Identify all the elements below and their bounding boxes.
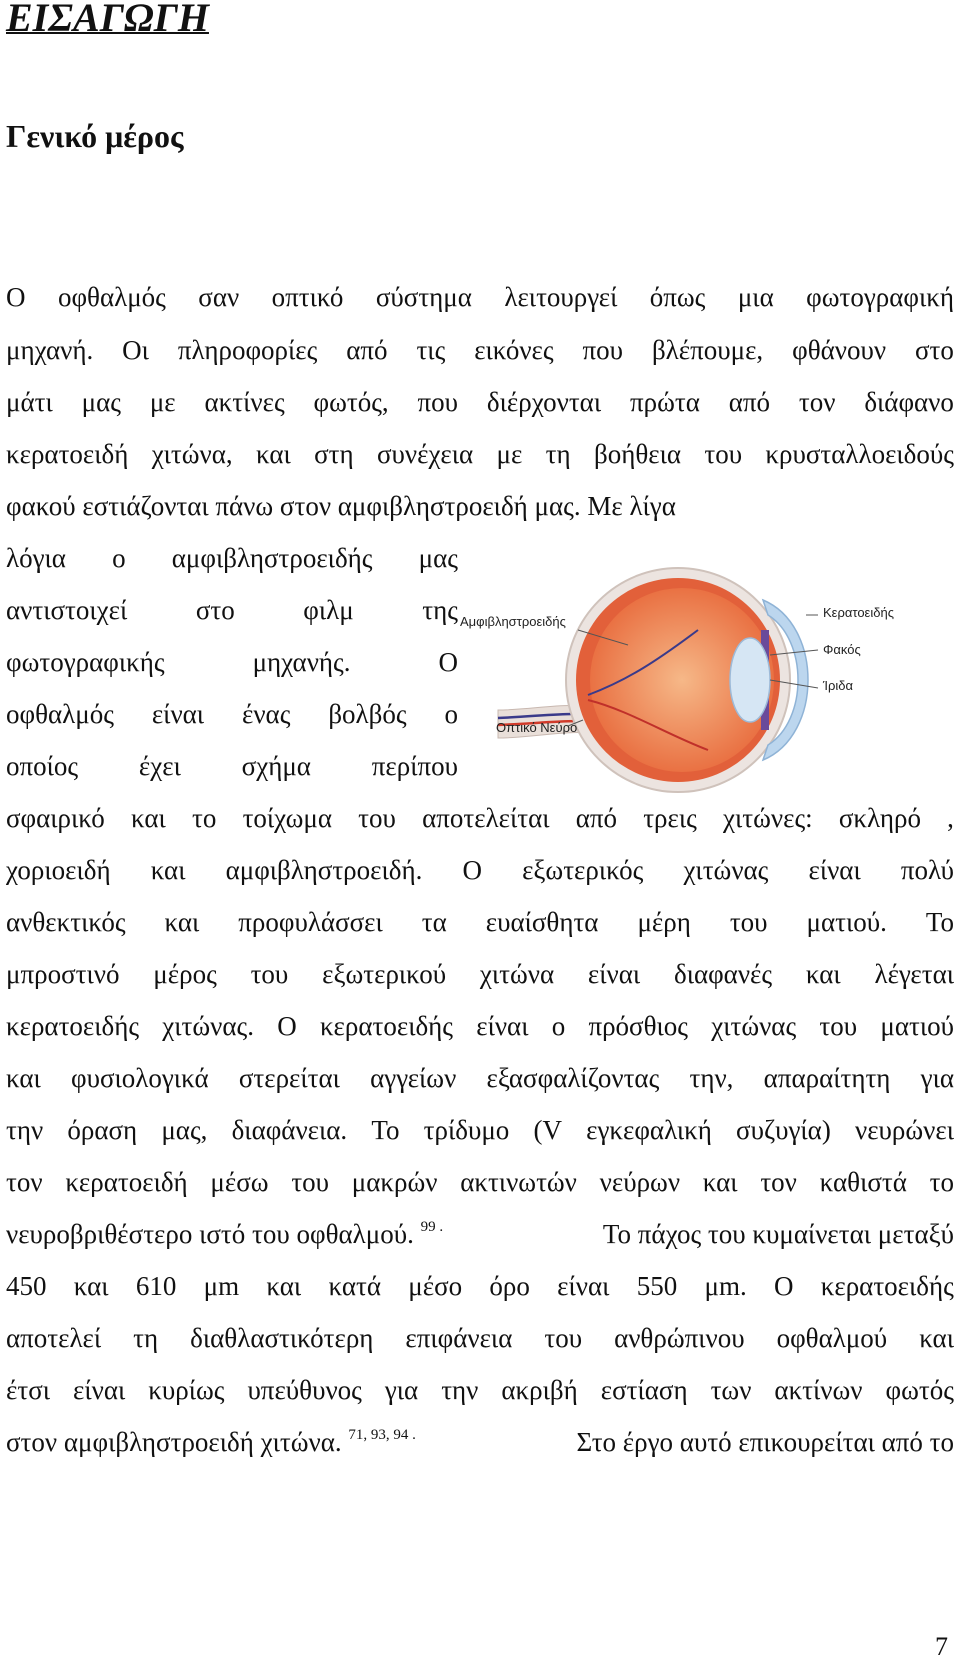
word: Ο: [277, 1011, 297, 1041]
word: τον: [6, 1167, 43, 1197]
text-line: [6, 280, 954, 314]
word: χοριοειδή: [6, 855, 111, 885]
word: σαν: [198, 282, 240, 312]
word: αγγείων: [370, 1063, 457, 1093]
word: κερατοειδής: [6, 1011, 140, 1041]
text-line: [6, 333, 954, 367]
text-line: [6, 853, 954, 887]
word: επιφάνεια: [405, 1323, 513, 1353]
word: ο: [444, 699, 458, 729]
word: 550: [636, 1271, 678, 1301]
word: 610: [135, 1271, 177, 1301]
word: μέσω: [210, 1167, 269, 1197]
text-line: [6, 385, 954, 419]
word: συνέχεια: [376, 439, 474, 469]
text-line: [6, 1269, 954, 1303]
word: Ο: [438, 647, 458, 677]
word: προφυλάσσει: [238, 907, 383, 937]
word: ακτίνες: [204, 387, 285, 417]
word: τρίδυμο: [423, 1115, 510, 1145]
word: την,: [689, 1063, 734, 1093]
word: σφαιρικό: [6, 803, 105, 833]
word: στο: [915, 335, 954, 365]
word: τρεις: [643, 803, 697, 833]
word: μας,: [161, 1115, 208, 1145]
word: την: [6, 1115, 44, 1145]
word: λειτουργεί: [504, 282, 618, 312]
word: λόγια: [6, 543, 66, 573]
text-line: [6, 1061, 954, 1095]
word: τις: [416, 335, 446, 365]
word: ένας: [242, 699, 291, 729]
word: ευαίσθητα: [485, 907, 599, 937]
word: πρόσθιος: [588, 1011, 688, 1041]
word: σχήμα: [241, 751, 311, 781]
word: χιτώνες:: [723, 803, 813, 833]
word: και: [73, 1271, 109, 1301]
word: κατά: [328, 1271, 381, 1301]
page-heading: ΕΙΣΑΓΩΓΗ: [6, 0, 209, 40]
word: ακτίνων: [774, 1375, 863, 1405]
word: βλέπουμε,: [651, 335, 764, 365]
word: μm: [203, 1271, 240, 1301]
word: και: [805, 959, 841, 989]
word: με: [496, 439, 523, 469]
word: από: [575, 803, 617, 833]
text-line: [6, 801, 954, 835]
word: και: [6, 1063, 41, 1093]
line-text: στον αμφιβληστροειδή χιτώνα.: [6, 1427, 342, 1457]
word: τοίχωμα: [242, 803, 332, 833]
word: φωτός,: [313, 387, 389, 417]
citation-mark: 71, 93, 94 .: [348, 1427, 416, 1443]
word: χιτώνας.: [162, 1011, 254, 1041]
word: περίπου: [371, 751, 458, 781]
word: μας: [81, 387, 121, 417]
word: διάφανο: [864, 387, 954, 417]
word: του: [291, 1167, 330, 1197]
word: για: [920, 1063, 954, 1093]
word: στη: [314, 439, 354, 469]
word: σκληρό: [838, 803, 921, 833]
word: αμφιβληστροειδή.: [225, 855, 423, 885]
word: από: [346, 335, 388, 365]
word: και: [266, 1271, 302, 1301]
word: μπροστινό: [6, 959, 120, 989]
word: τον: [798, 387, 836, 417]
word: βολβός: [328, 699, 407, 729]
word: στο: [195, 595, 235, 625]
word: μηχανή.: [6, 335, 94, 365]
text-line-with-citation: [6, 1425, 954, 1459]
word: εξασφαλίζοντας: [486, 1063, 660, 1093]
word: μας: [418, 543, 458, 573]
word: κυρίως: [148, 1375, 225, 1405]
line-text: νευροβριθέστερο ιστό του οφθαλμού.: [6, 1219, 414, 1249]
word: τη: [545, 439, 571, 469]
word: κερατοειδής: [820, 1271, 954, 1301]
word: πολύ: [900, 855, 954, 885]
word: ακτινωτών: [460, 1167, 577, 1197]
word: του: [544, 1323, 583, 1353]
text-line: [6, 1009, 954, 1043]
word: των: [710, 1375, 752, 1405]
word: πρώτα: [629, 387, 700, 417]
text-line: [6, 1321, 954, 1355]
word: κερατοειδής: [319, 1011, 453, 1041]
iris-label: Ίριδα: [823, 678, 854, 693]
word: είναι: [151, 699, 205, 729]
word: ματιού.: [806, 907, 887, 937]
line-text: Στο έργο αυτό επικουρείται από το: [576, 1427, 954, 1457]
text-line: [6, 697, 458, 731]
word: τα: [421, 907, 447, 937]
word: του: [819, 1011, 858, 1041]
text-line: [6, 905, 954, 939]
word: ανθρώπινου: [614, 1323, 745, 1353]
text-line: [6, 437, 954, 471]
word: Το: [371, 1115, 400, 1145]
word: φωτογραφική: [806, 282, 954, 312]
word: λέγεται: [874, 959, 954, 989]
word: και: [919, 1323, 954, 1353]
word: οφθαλμού: [776, 1323, 888, 1353]
word: χιτώνας: [711, 1011, 797, 1041]
word: είναι: [808, 855, 861, 885]
word: και: [702, 1167, 738, 1197]
word: για: [384, 1375, 419, 1405]
word: του: [704, 439, 743, 469]
lens-label: Φακός: [823, 642, 861, 657]
word: ματιού: [880, 1011, 954, 1041]
word: αποτελεί: [6, 1323, 102, 1353]
word: κερατοειδή: [6, 439, 129, 469]
word: είναι: [73, 1375, 126, 1405]
word: υπεύθυνος: [247, 1375, 362, 1405]
word: και: [150, 855, 186, 885]
word: φωτογραφικής: [6, 647, 165, 677]
word: μέρη: [637, 907, 691, 937]
word: χιτώνα,: [151, 439, 233, 469]
word: που: [582, 335, 623, 365]
word: που: [417, 387, 459, 417]
word: φωτός: [885, 1375, 954, 1405]
word: διαφανές: [673, 959, 773, 989]
word: διέρχονται: [486, 387, 602, 417]
text-line: [6, 1373, 954, 1407]
word: συζυγία): [736, 1115, 831, 1145]
citation-mark: 99 .: [420, 1219, 444, 1235]
page-number: 7: [935, 1632, 948, 1661]
word: ανθεκτικός: [6, 907, 126, 937]
text-line: [6, 1113, 954, 1147]
text-line: [6, 957, 954, 991]
word: μέρος: [153, 959, 217, 989]
word: φθάνουν: [792, 335, 887, 365]
word: ο: [112, 543, 126, 573]
word: ακριβή: [501, 1375, 578, 1405]
word: μακρών: [351, 1167, 438, 1197]
word: είναι: [557, 1271, 610, 1301]
word: του: [250, 959, 289, 989]
word: οφθαλμός: [57, 282, 166, 312]
word: νευρώνει: [855, 1115, 954, 1145]
word: εξωτερικός: [522, 855, 644, 885]
word: το: [929, 1167, 954, 1197]
text-line: [6, 749, 458, 783]
word: όρο: [489, 1271, 530, 1301]
word: οπτικό: [271, 282, 344, 312]
word: κερατοειδή: [65, 1167, 188, 1197]
retina-label: Αμφιβληστροειδής: [460, 614, 566, 629]
word: φυσιολογικά: [71, 1063, 209, 1093]
text-line: φακού εστιάζονται πάνω στον αμφιβληστροειδή μας. Με λίγα: [6, 491, 676, 521]
word: 450: [6, 1271, 47, 1301]
word: το: [192, 803, 217, 833]
word: Το: [925, 907, 954, 937]
word: μηχανής.: [252, 647, 351, 677]
word: μm.: [704, 1271, 747, 1301]
word: Ο: [462, 855, 482, 885]
text-line: [6, 593, 458, 627]
eye-anatomy-figure: [460, 560, 928, 820]
word: απαραίτητη: [763, 1063, 891, 1093]
word: Οι: [122, 335, 149, 365]
word: του: [729, 907, 768, 937]
word: πληροφορίες: [177, 335, 318, 365]
line-text: Το πάχος του κυμαίνεται μεταξύ: [602, 1219, 954, 1249]
word: και: [256, 439, 291, 469]
word: της: [422, 595, 458, 625]
word: τη: [133, 1323, 159, 1353]
optic-nerve-label: Οπτικό Νεύρο: [496, 720, 578, 735]
eye-cross-section-illustration: [478, 560, 928, 820]
word: σύστημα: [375, 282, 472, 312]
word: μέσο: [408, 1271, 463, 1301]
word: Ο: [6, 282, 26, 312]
word: και: [164, 907, 200, 937]
word: την: [441, 1375, 479, 1405]
word: εστίαση: [600, 1375, 688, 1405]
word: είναι: [476, 1011, 529, 1041]
word: του: [358, 803, 396, 833]
word: οφθαλμός: [6, 699, 114, 729]
word: χιτώνας: [683, 855, 769, 885]
word: οποίος: [6, 751, 79, 781]
word: και: [131, 803, 166, 833]
word: ,: [947, 803, 954, 833]
word: καθιστά: [819, 1167, 907, 1197]
word: εγκεφαλική: [586, 1115, 712, 1145]
text-line-with-citation: [6, 1217, 954, 1251]
text-line: [6, 1165, 954, 1199]
word: (V: [533, 1115, 562, 1145]
word: ο: [551, 1011, 566, 1041]
word: μάτι: [6, 387, 53, 417]
word: εξωτερικού: [322, 959, 447, 989]
word: όραση: [67, 1115, 138, 1145]
word: χιτώνα: [479, 959, 555, 989]
word: με: [149, 387, 176, 417]
word: κρυσταλλοειδούς: [765, 439, 954, 469]
word: νεύρων: [599, 1167, 681, 1197]
word: βοήθεια: [593, 439, 682, 469]
word: έτσι: [6, 1375, 51, 1405]
text-line: [6, 541, 458, 575]
word: είναι: [587, 959, 641, 989]
word: εικόνες: [474, 335, 554, 365]
word: στερείται: [238, 1063, 340, 1093]
word: διαθλαστικότερη: [190, 1323, 374, 1353]
word: διαφάνεια.: [231, 1115, 348, 1145]
word: αμφιβληστροειδής: [171, 543, 373, 573]
word: έχει: [138, 751, 181, 781]
section-subheading: Γενικό μέρος: [6, 118, 184, 154]
word: αντιστοιχεί: [6, 595, 128, 625]
cornea-label: Κερατοειδής: [823, 605, 894, 620]
word: όπως: [649, 282, 706, 312]
word: τον: [760, 1167, 797, 1197]
word: φιλμ: [303, 595, 354, 625]
word: αποτελείται: [422, 803, 550, 833]
word: Ο: [773, 1271, 794, 1301]
text-line: [6, 645, 458, 679]
word: από: [728, 387, 770, 417]
word: μια: [737, 282, 774, 312]
